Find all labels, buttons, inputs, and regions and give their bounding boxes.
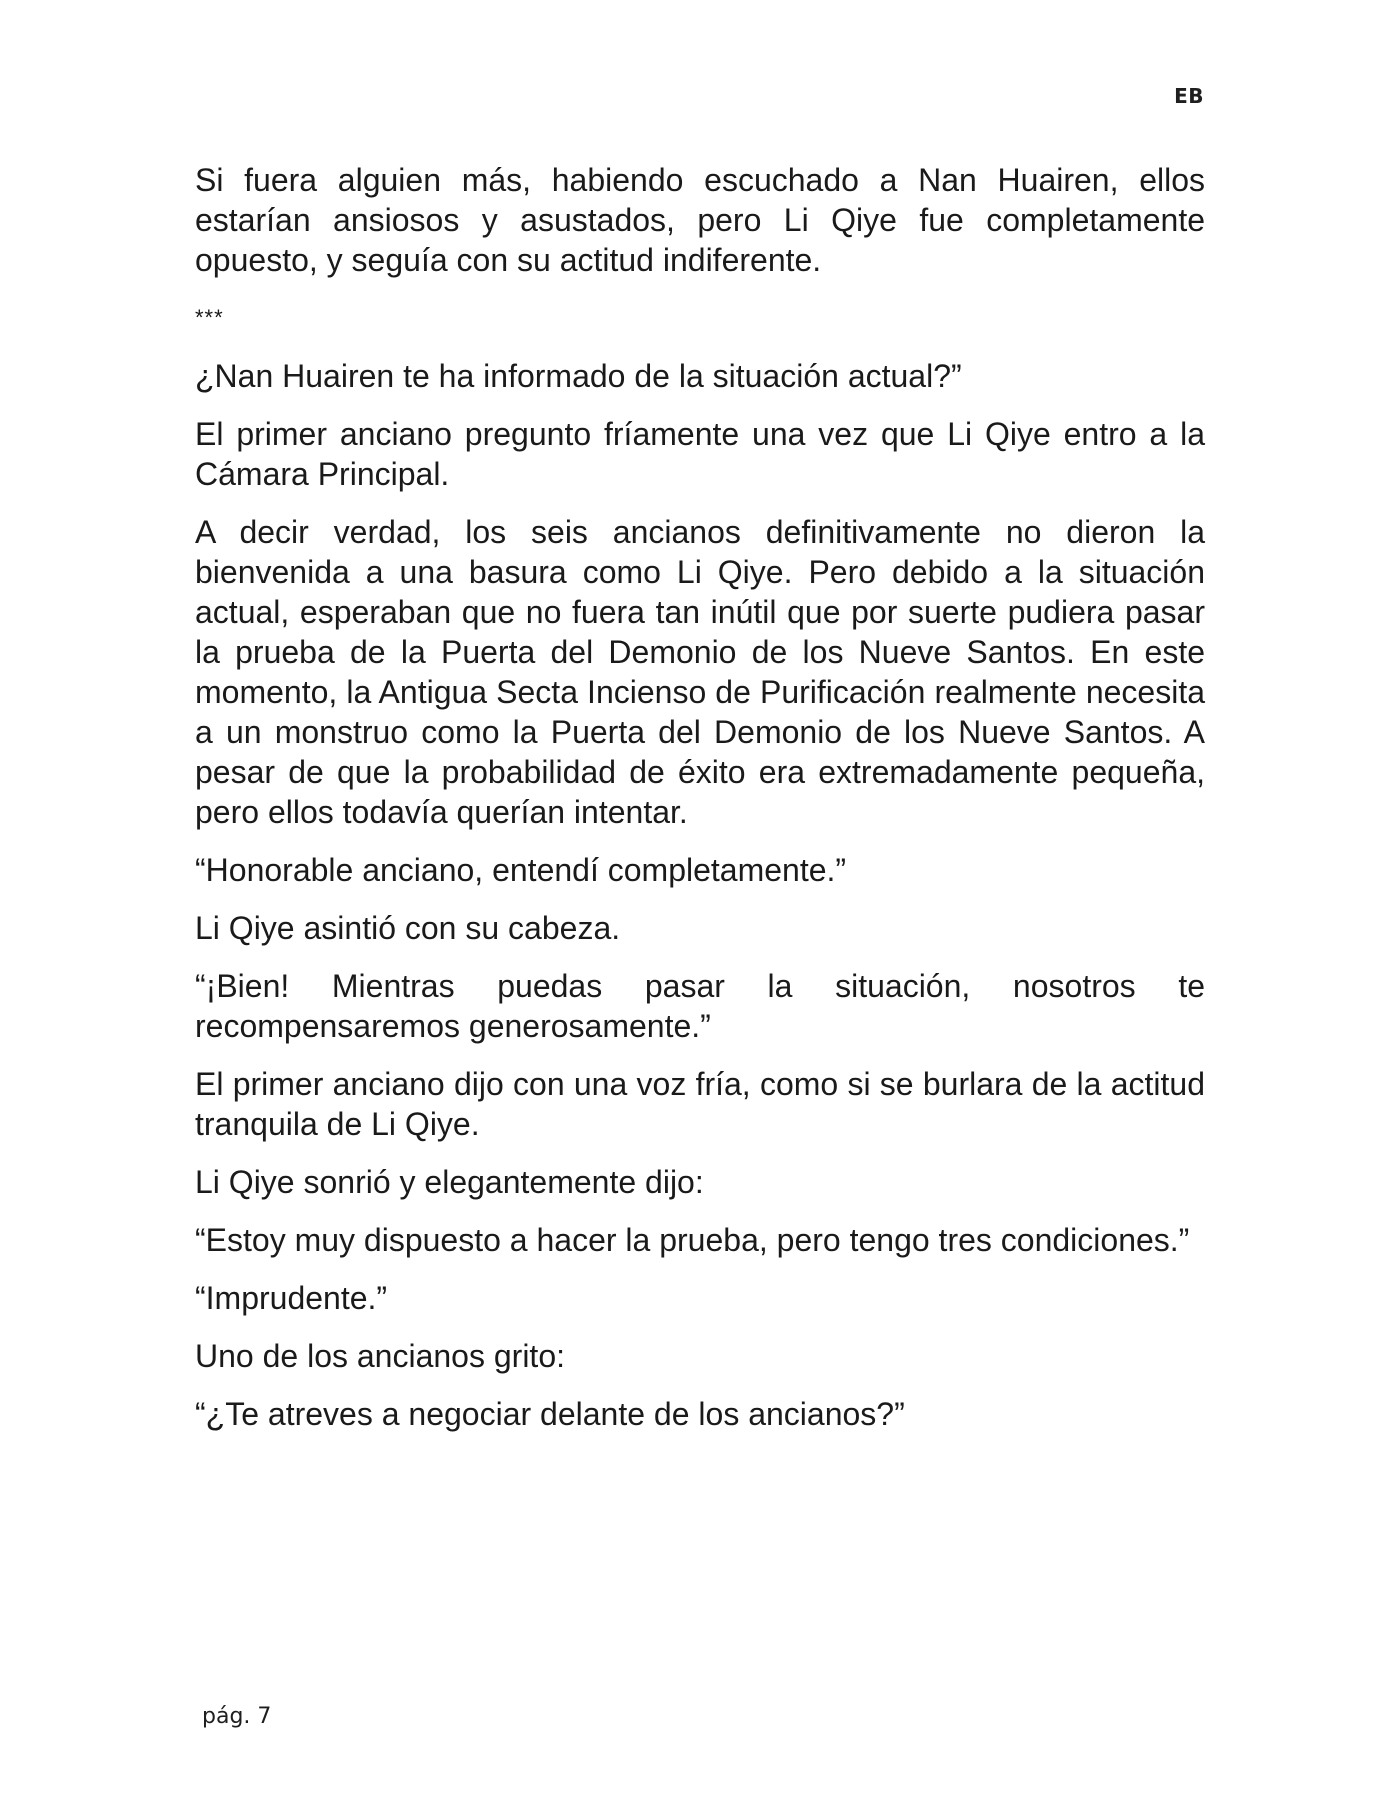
header-mark: EB <box>1174 84 1204 108</box>
paragraph: Si fuera alguien más, habiendo escuchado a Nan Huairen, ellos estarían ansiosos y asustados, pero Li Qiye fue completamente opuesto, y seguía con su actitud indiferente. <box>195 162 1205 278</box>
paragraph: El primer anciano dijo con una voz fría, como si se burlara de la actitud tranquila de Li Qiye. <box>195 1066 1205 1142</box>
paragraph: Li Qiye sonrió y elegantemente dijo: <box>195 1164 704 1200</box>
paragraph: “Honorable anciano, entendí completamente.” <box>195 852 847 888</box>
paragraph: Uno de los ancianos grito: <box>195 1338 565 1374</box>
paragraph: El primer anciano pregunto fríamente una vez que Li Qiye entro a la Cámara Principal. <box>195 416 1205 492</box>
paragraph: Li Qiye asintió con su cabeza. <box>195 910 621 946</box>
page-number: pág. 7 <box>202 1704 272 1729</box>
paragraph: “Estoy muy dispuesto a hacer la prueba, pero tengo tres condiciones.” <box>195 1222 1190 1258</box>
paragraph: A decir verdad, los seis ancianos definitivamente no dieron la bienvenida a una basura como Li Qiye. Pero debido a la situación actual, esperaban que no fuera tan inútil que por suerte pudiera pasar la prueba de la Puerta del Demonio de los Nueve Santos. En este momento, la Antigua Secta Incienso de Purificación realmente necesita a un monstruo como la Puerta del Demonio de los Nueve Santos. A pesar de que la probabilidad de éxito era extremadamente pequeña, pero ellos todavía querían intentar. <box>195 514 1205 830</box>
paragraph: “Imprudente.” <box>195 1280 388 1316</box>
document-body <box>195 160 1205 1452</box>
section-separator: *** <box>195 305 224 330</box>
paragraph: ¿Nan Huairen te ha informado de la situación actual?” <box>195 358 962 394</box>
paragraph: “¿Te atreves a negociar delante de los ancianos?” <box>195 1396 905 1432</box>
paragraph: “¡Bien! Mientras puedas pasar la situación, nosotros te recompensaremos generosamente.” <box>195 968 1205 1044</box>
